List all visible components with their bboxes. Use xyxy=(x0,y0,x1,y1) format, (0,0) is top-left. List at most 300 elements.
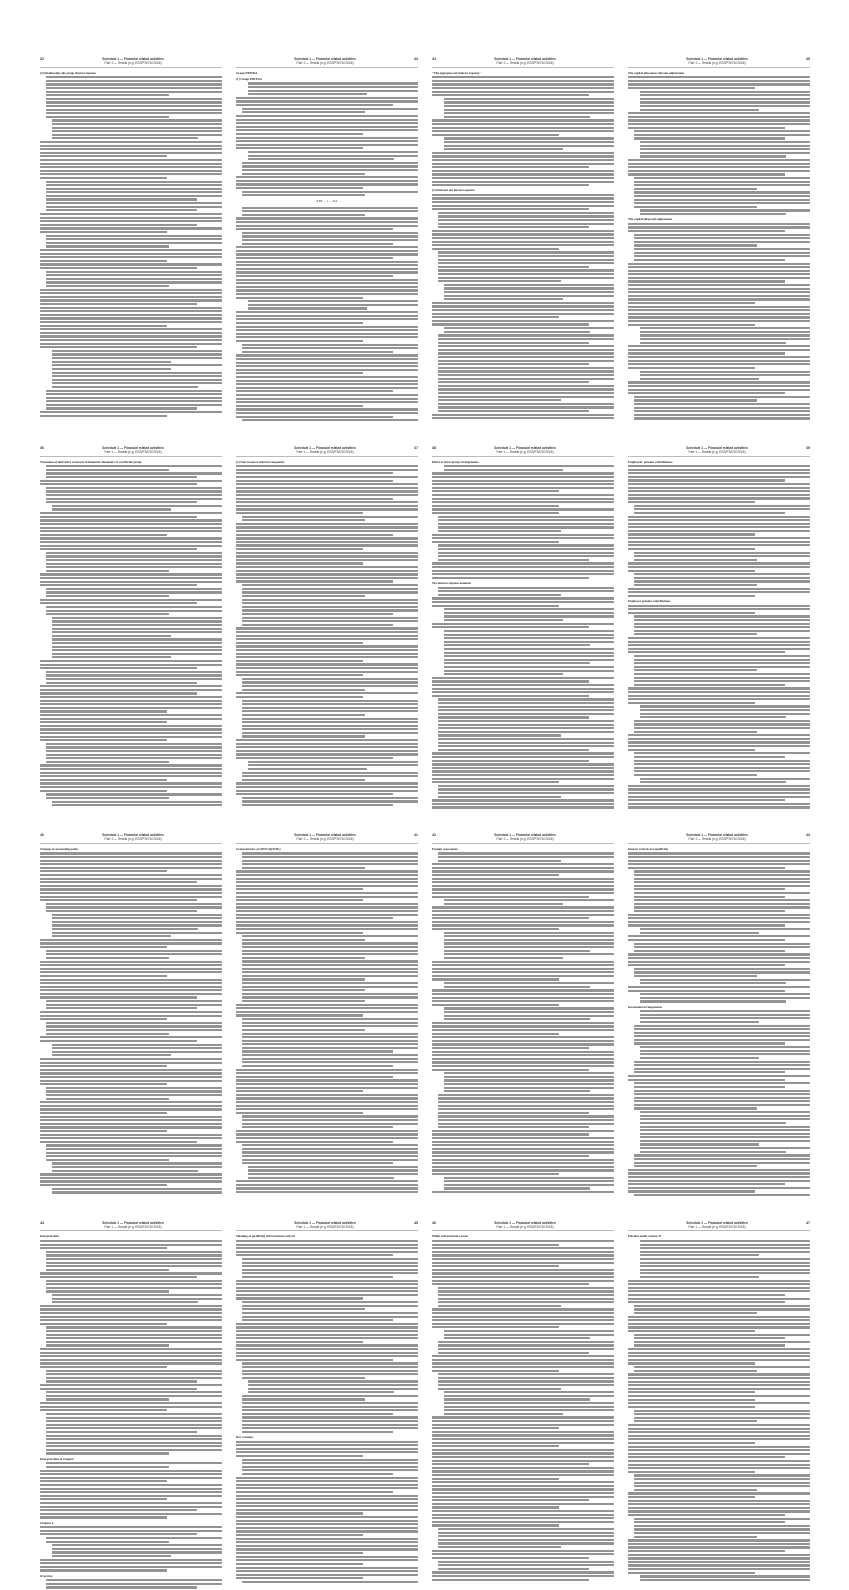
paragraph xyxy=(236,1395,418,1401)
text-line xyxy=(432,1173,559,1175)
text-line xyxy=(236,1244,418,1246)
text-line xyxy=(628,288,810,290)
text-line xyxy=(46,1391,222,1393)
paragraph xyxy=(628,1334,810,1340)
text-line xyxy=(634,195,810,197)
page-header xyxy=(40,58,222,68)
text-line xyxy=(438,385,614,387)
text-line xyxy=(628,1438,810,1440)
paragraph xyxy=(628,687,810,704)
text-line xyxy=(634,1104,810,1106)
text-line xyxy=(46,94,169,96)
paragraph xyxy=(236,903,418,920)
paragraph xyxy=(628,943,810,952)
text-line xyxy=(634,1341,810,1343)
text-line xyxy=(242,1033,418,1035)
text-line xyxy=(40,1272,222,1274)
text-line xyxy=(640,378,759,380)
text-line xyxy=(242,935,418,937)
paragraph xyxy=(628,91,810,111)
running-title-line2: Part 1 — Heads (e.g. ESS/FS/CM 2018) xyxy=(104,60,162,65)
text-line xyxy=(634,248,810,250)
text-line xyxy=(40,1080,222,1082)
paragraph xyxy=(432,1287,614,1307)
text-line xyxy=(242,960,418,962)
text-line xyxy=(236,119,418,121)
document-page xyxy=(236,834,418,1198)
text-line xyxy=(640,993,810,995)
text-line xyxy=(444,1402,614,1404)
text-line xyxy=(432,1137,614,1139)
text-line xyxy=(236,1502,418,1504)
text-line xyxy=(628,501,755,503)
text-line xyxy=(242,1312,418,1314)
text-line xyxy=(52,1298,222,1300)
text-line xyxy=(432,91,614,93)
text-line xyxy=(634,1035,810,1037)
paragraph xyxy=(236,1240,418,1257)
text-line xyxy=(634,774,757,776)
text-line xyxy=(236,793,393,795)
text-line xyxy=(438,796,561,798)
text-line xyxy=(634,512,785,514)
text-line xyxy=(628,1424,810,1426)
paragraph xyxy=(628,637,810,654)
text-line xyxy=(46,1438,222,1440)
text-line xyxy=(628,166,810,168)
text-line xyxy=(236,1527,418,1529)
text-line xyxy=(438,399,561,401)
text-line xyxy=(628,1373,810,1375)
text-line xyxy=(438,1101,614,1103)
text-line xyxy=(628,953,810,955)
text-line xyxy=(236,656,418,658)
text-line xyxy=(236,416,393,418)
running-title-line2: Part 1 — Heads (e.g. ESS/FS/CM 2018) xyxy=(688,1224,746,1229)
text-line xyxy=(438,345,614,347)
text-line xyxy=(236,472,393,474)
text-line xyxy=(444,648,614,650)
running-title-line2: Part 1 — Heads (e.g. ESS/FS/CM 2018) xyxy=(104,449,162,454)
text-line xyxy=(40,1498,167,1500)
text-line xyxy=(242,1420,418,1422)
text-line xyxy=(236,559,418,561)
paragraph xyxy=(40,660,222,669)
text-line xyxy=(628,291,810,293)
text-line xyxy=(242,1155,418,1157)
paragraph xyxy=(40,1036,222,1042)
text-line xyxy=(628,860,810,862)
text-line xyxy=(46,1334,222,1336)
text-line xyxy=(444,284,614,286)
text-line xyxy=(40,1323,167,1325)
section-heading: Changes in accounting policy xyxy=(40,846,79,851)
text-line xyxy=(242,710,418,712)
text-line xyxy=(438,1535,614,1537)
text-line xyxy=(46,206,222,208)
text-line xyxy=(236,365,418,367)
text-line xyxy=(46,1344,169,1346)
text-line xyxy=(242,986,418,988)
page-body xyxy=(40,847,222,1194)
text-line xyxy=(40,692,197,694)
text-line xyxy=(242,1258,418,1260)
page-header xyxy=(628,834,810,844)
text-line xyxy=(432,323,589,325)
text-line xyxy=(236,271,418,273)
text-line xyxy=(40,1105,222,1107)
text-line xyxy=(46,559,222,561)
paragraph xyxy=(40,1544,222,1557)
text-line xyxy=(40,263,222,265)
text-line xyxy=(236,660,363,662)
text-line xyxy=(628,1319,810,1321)
text-line xyxy=(40,1516,167,1518)
text-line xyxy=(628,698,810,700)
text-line xyxy=(40,1362,222,1364)
text-line xyxy=(432,1503,614,1505)
text-line xyxy=(438,370,614,372)
text-line xyxy=(236,225,418,227)
text-line xyxy=(444,1413,563,1415)
text-line xyxy=(432,1065,614,1067)
text-line xyxy=(432,799,614,801)
page-body xyxy=(628,847,810,1196)
text-line xyxy=(628,644,810,646)
text-line xyxy=(438,548,614,550)
text-line xyxy=(634,241,810,243)
paragraph xyxy=(432,630,614,647)
text-line xyxy=(46,570,169,572)
paragraph xyxy=(236,761,418,770)
text-line xyxy=(40,993,222,995)
paragraph xyxy=(432,516,614,533)
text-line xyxy=(438,716,589,718)
paragraph xyxy=(628,705,810,718)
paragraph xyxy=(628,1395,810,1401)
text-line xyxy=(236,1184,418,1186)
paragraph xyxy=(236,1144,418,1164)
text-line xyxy=(236,405,363,407)
text-line xyxy=(52,368,171,370)
paragraph xyxy=(628,1424,810,1444)
text-line xyxy=(236,137,418,139)
text-line xyxy=(236,562,363,564)
text-line xyxy=(640,1014,810,1016)
text-line xyxy=(236,1455,363,1457)
text-line xyxy=(236,315,418,317)
text-line xyxy=(640,91,810,93)
paragraph xyxy=(432,1341,614,1354)
text-line xyxy=(236,1326,418,1328)
text-line xyxy=(40,685,222,687)
text-line xyxy=(640,1000,786,1002)
text-line xyxy=(438,742,614,744)
paragraph xyxy=(40,505,222,511)
text-line xyxy=(40,1366,167,1368)
paragraph xyxy=(40,1144,222,1161)
text-line xyxy=(444,953,614,955)
text-line xyxy=(438,255,614,257)
text-line xyxy=(438,516,614,518)
text-line xyxy=(52,1054,171,1056)
text-line xyxy=(438,1115,614,1117)
text-line xyxy=(40,1112,167,1114)
text-line xyxy=(40,710,167,712)
page-running-title xyxy=(436,1222,614,1230)
text-line xyxy=(438,226,589,228)
text-line xyxy=(628,986,810,988)
text-line xyxy=(236,1495,418,1497)
text-line xyxy=(52,656,171,658)
text-line xyxy=(236,1341,363,1343)
text-line xyxy=(438,334,614,336)
paragraph xyxy=(628,371,810,380)
text-line xyxy=(40,714,222,716)
text-line xyxy=(236,1548,418,1550)
text-line xyxy=(640,716,786,718)
text-line xyxy=(438,519,614,521)
text-line xyxy=(634,1370,757,1372)
text-line xyxy=(242,971,418,973)
text-line xyxy=(438,734,561,736)
text-line xyxy=(242,1029,365,1031)
text-line xyxy=(236,917,393,919)
text-line xyxy=(432,1240,614,1242)
document-page xyxy=(236,58,418,423)
paragraph xyxy=(628,752,810,758)
text-line xyxy=(236,1090,363,1092)
running-title-line1: Schedule 1 — Financial related activities xyxy=(686,445,748,450)
page-number: 41 xyxy=(414,833,418,838)
text-line xyxy=(628,76,810,78)
text-line xyxy=(46,476,197,478)
text-line xyxy=(628,1359,810,1361)
paragraph xyxy=(628,1348,810,1365)
text-line xyxy=(236,133,363,135)
text-line xyxy=(236,874,418,876)
text-line xyxy=(242,599,418,601)
text-line xyxy=(40,1123,222,1125)
paragraph xyxy=(628,537,810,550)
paragraph xyxy=(236,376,418,393)
paragraph xyxy=(432,1308,614,1328)
paragraph xyxy=(432,472,614,492)
text-line xyxy=(52,1548,222,1550)
text-line xyxy=(438,709,614,711)
text-line xyxy=(432,1579,589,1581)
running-title-line1: Schedule 1 — Financial related activities xyxy=(494,445,556,450)
text-line xyxy=(46,1144,222,1146)
text-line xyxy=(52,801,222,803)
text-line xyxy=(40,1173,222,1175)
text-line xyxy=(40,1352,222,1354)
section-heading: Treatment of derivative contracts in financial statements of worldwide group xyxy=(40,459,142,464)
text-line xyxy=(444,1330,614,1332)
text-line xyxy=(634,669,757,671)
paragraph xyxy=(236,797,418,806)
text-line xyxy=(52,1191,222,1193)
text-line xyxy=(236,1556,418,1558)
text-line xyxy=(52,357,222,359)
text-line xyxy=(438,410,589,412)
text-line xyxy=(40,1036,222,1038)
text-line xyxy=(438,856,614,858)
text-line xyxy=(40,881,197,883)
text-line xyxy=(242,1119,418,1121)
text-line xyxy=(432,1047,589,1049)
text-line xyxy=(432,1022,614,1024)
text-line xyxy=(432,870,614,872)
text-line xyxy=(236,282,418,284)
page-number: 45 xyxy=(414,1220,418,1225)
text-line xyxy=(628,792,810,794)
text-line xyxy=(40,292,222,294)
text-line xyxy=(444,939,614,941)
text-line xyxy=(242,620,418,622)
text-line xyxy=(432,1370,559,1372)
text-line xyxy=(40,1134,222,1136)
paragraph xyxy=(628,899,810,912)
text-line xyxy=(438,1542,614,1544)
page-number: 44 xyxy=(40,1220,44,1225)
text-line xyxy=(242,613,393,615)
text-line xyxy=(40,548,197,550)
text-line xyxy=(628,939,785,941)
text-line xyxy=(432,1312,614,1314)
text-line xyxy=(40,1076,222,1078)
paragraph xyxy=(432,906,614,919)
text-line xyxy=(432,803,614,805)
paragraph xyxy=(236,1258,418,1278)
text-line xyxy=(438,266,589,268)
text-line xyxy=(236,932,363,934)
text-line xyxy=(432,316,559,318)
text-line xyxy=(432,1506,559,1508)
paragraph xyxy=(432,251,614,268)
page-body xyxy=(432,1234,614,1580)
text-line xyxy=(628,1564,810,1566)
paragraph xyxy=(432,367,614,384)
text-line xyxy=(432,1262,614,1264)
text-line xyxy=(634,259,785,261)
text-line xyxy=(634,134,810,136)
paragraph xyxy=(432,799,614,808)
paragraph xyxy=(236,476,418,482)
paragraph xyxy=(236,599,418,616)
text-line xyxy=(444,608,614,610)
paragraph xyxy=(236,678,418,691)
page-running-title xyxy=(628,447,806,455)
document-page xyxy=(628,447,810,810)
text-line xyxy=(242,946,418,948)
text-line xyxy=(242,1047,418,1049)
text-line xyxy=(438,338,614,340)
text-line xyxy=(432,1427,559,1429)
text-line xyxy=(634,874,810,876)
text-line xyxy=(40,1065,167,1067)
text-line xyxy=(634,1090,810,1092)
text-line xyxy=(236,322,363,324)
text-line xyxy=(634,1061,810,1063)
text-line xyxy=(242,1000,365,1002)
text-line xyxy=(444,1079,614,1081)
running-title-line1: Schedule 1 — Financial related activities xyxy=(102,1220,164,1225)
text-line xyxy=(444,899,614,901)
paragraph xyxy=(628,141,810,158)
text-line xyxy=(242,964,418,966)
text-line xyxy=(46,1033,169,1035)
text-line xyxy=(628,356,810,358)
text-line xyxy=(242,1416,418,1418)
paragraph xyxy=(40,1384,222,1390)
text-line xyxy=(40,303,197,305)
paragraph xyxy=(628,1154,810,1167)
text-line xyxy=(40,964,222,966)
text-line xyxy=(432,684,614,686)
text-line xyxy=(236,501,418,503)
text-line xyxy=(40,527,222,529)
text-line xyxy=(46,1159,169,1161)
text-line xyxy=(438,788,614,790)
text-line xyxy=(40,989,222,991)
text-line xyxy=(628,591,810,593)
text-line xyxy=(640,374,810,376)
text-line xyxy=(236,928,418,930)
text-line xyxy=(236,1509,418,1511)
text-line xyxy=(40,790,167,792)
running-title-line2: Part 1 — Heads (e.g. ESS/FS/CM 2018) xyxy=(296,836,354,841)
text-line xyxy=(640,342,786,344)
text-line xyxy=(634,1528,810,1530)
text-line xyxy=(634,399,757,401)
document-spread-grid xyxy=(40,57,810,1578)
text-line xyxy=(40,411,222,413)
text-line xyxy=(40,1384,222,1386)
text-line xyxy=(628,1561,810,1563)
text-line xyxy=(432,1155,589,1157)
page-running-title xyxy=(628,834,806,842)
paragraph xyxy=(236,279,418,299)
section-heading: (2) Non-recourse relevant companies xyxy=(236,459,285,464)
text-line xyxy=(40,1470,222,1472)
paragraph xyxy=(628,1147,810,1153)
text-line xyxy=(634,906,810,908)
paragraph xyxy=(40,1579,222,1588)
paragraph xyxy=(628,356,810,369)
text-line xyxy=(628,1514,785,1516)
text-line xyxy=(634,1410,810,1412)
paragraph xyxy=(236,82,418,95)
text-line xyxy=(40,339,222,341)
paragraph xyxy=(432,720,614,737)
text-line xyxy=(634,137,785,139)
text-line xyxy=(438,731,614,733)
text-line xyxy=(634,763,810,765)
text-line xyxy=(432,123,614,125)
text-line xyxy=(46,76,222,78)
text-line xyxy=(40,707,222,709)
paragraph xyxy=(236,718,418,738)
paragraph xyxy=(628,928,810,934)
text-line xyxy=(236,1545,418,1547)
text-line xyxy=(628,1467,810,1469)
text-line xyxy=(640,338,810,340)
text-line xyxy=(634,626,810,628)
text-line xyxy=(236,1247,418,1249)
text-line xyxy=(640,1575,810,1577)
text-line xyxy=(628,1355,810,1357)
